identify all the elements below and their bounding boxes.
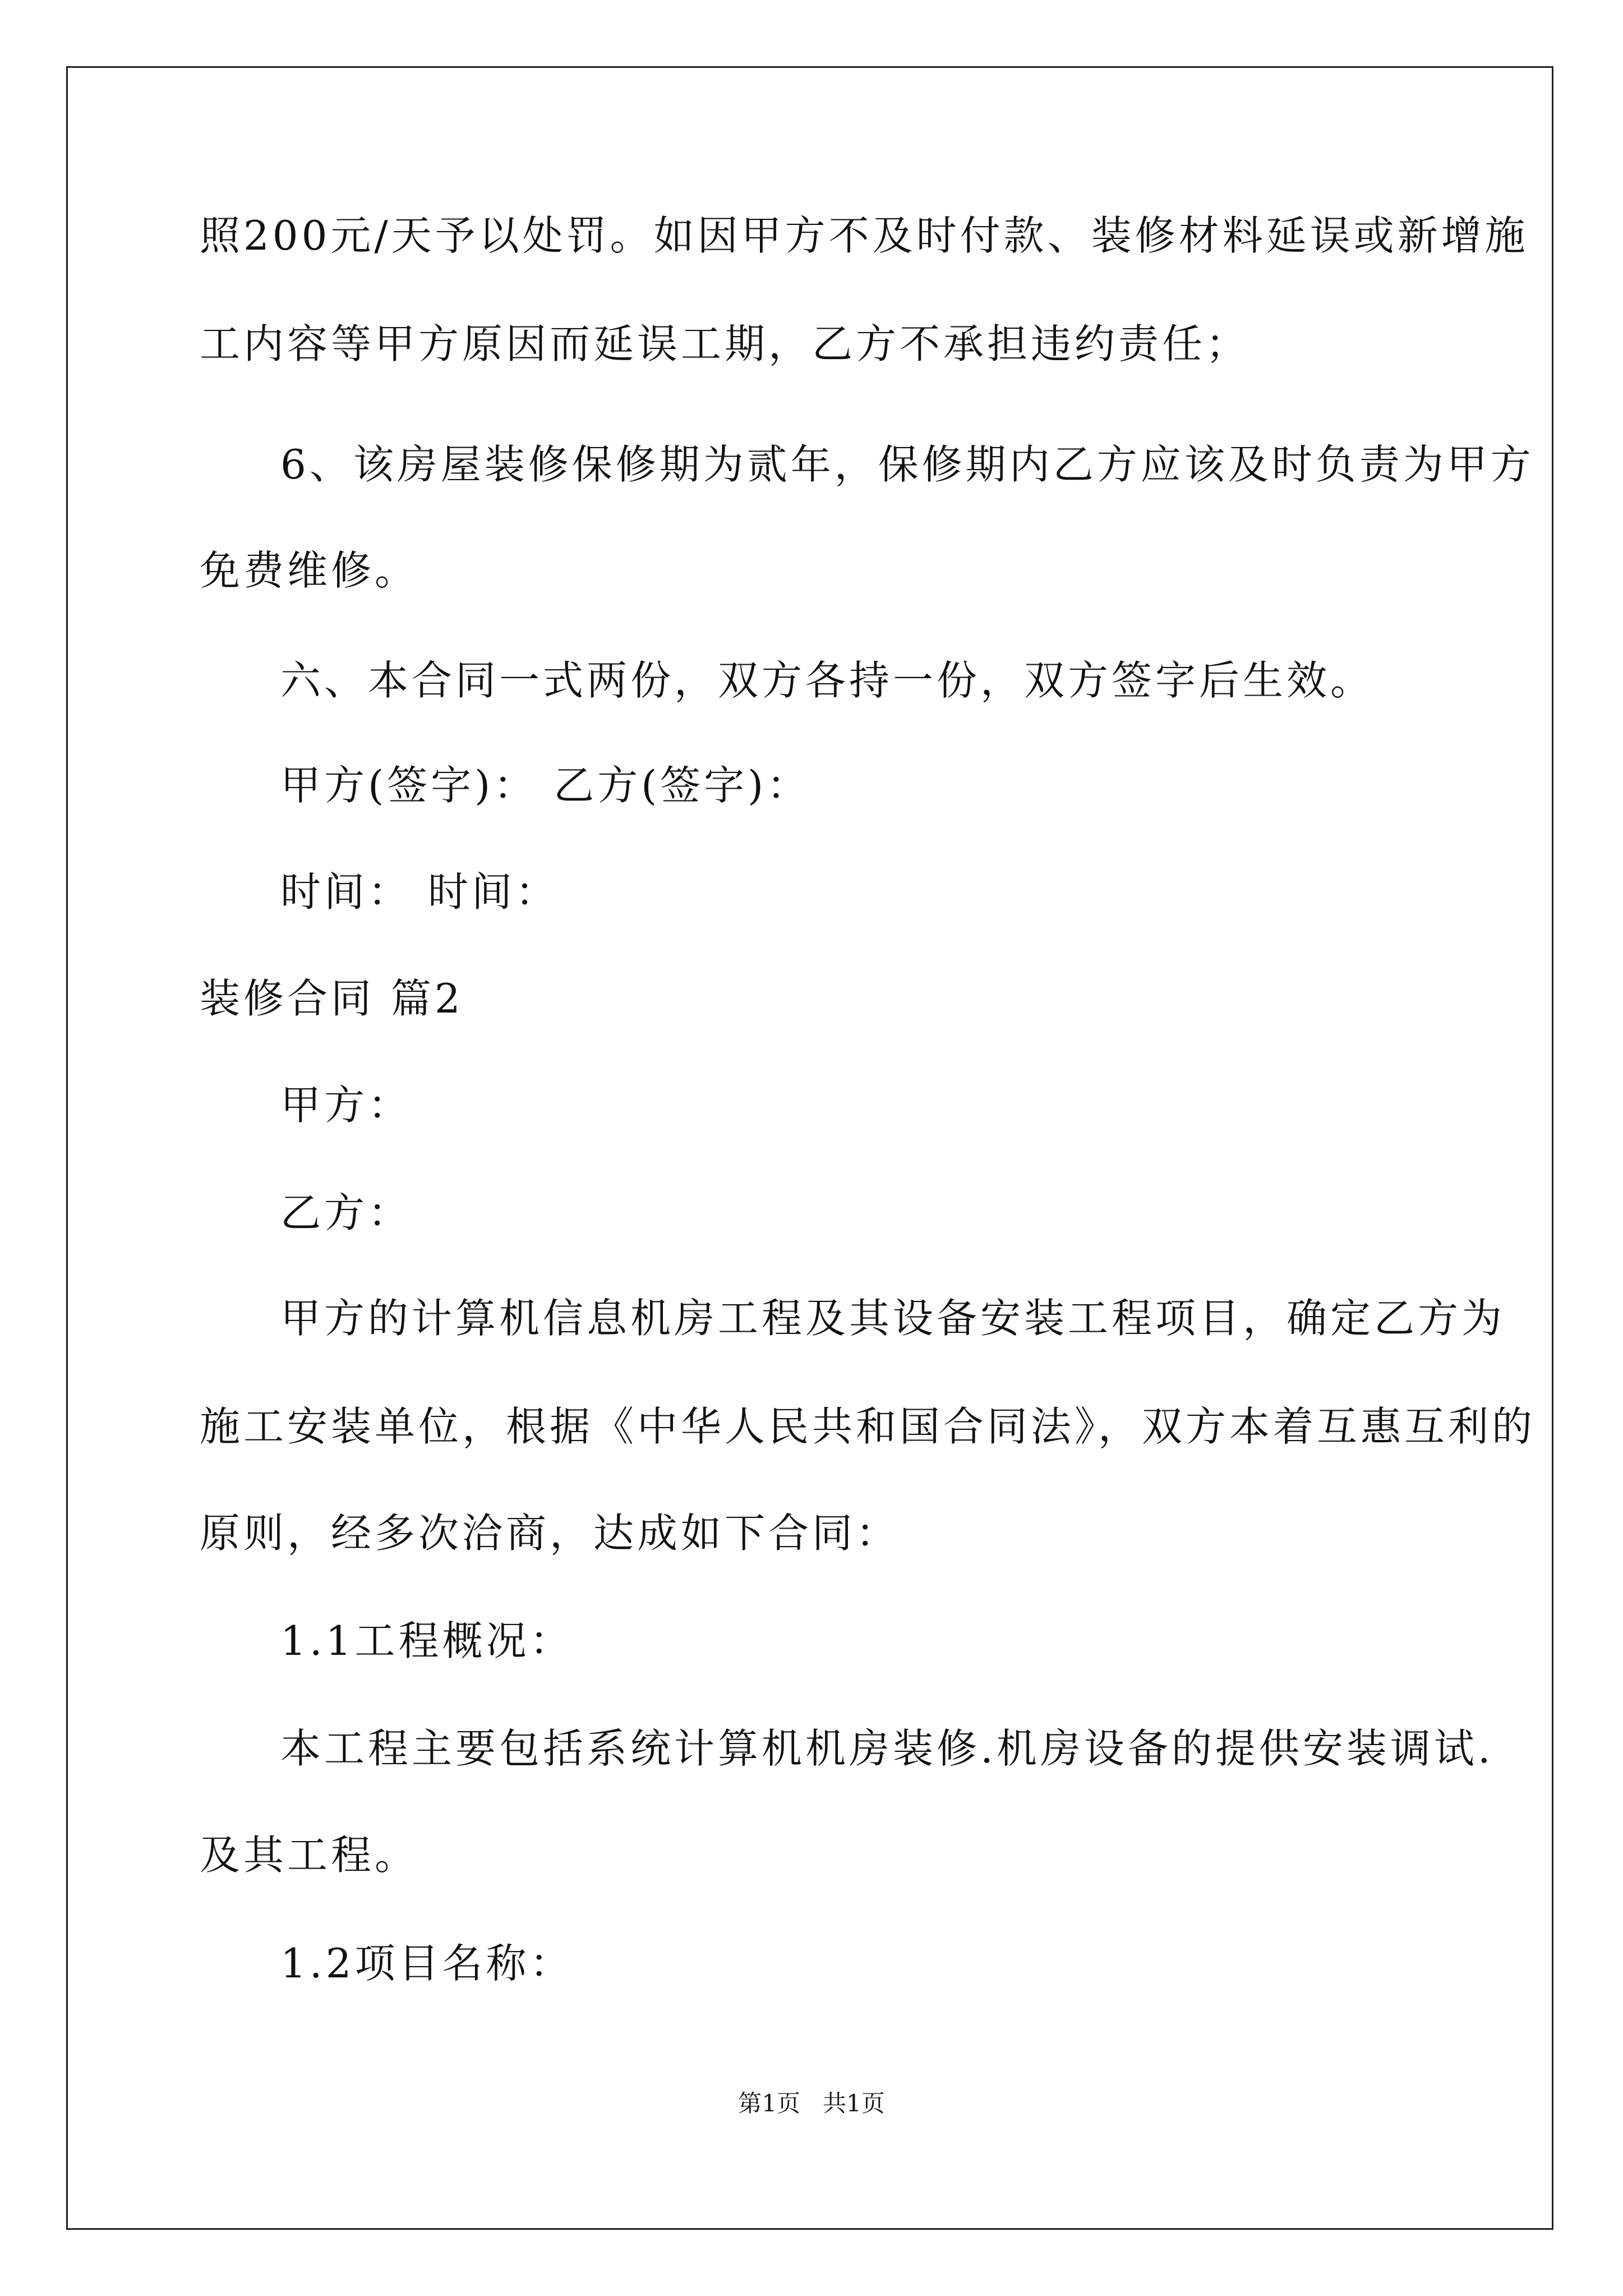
paragraph-line: 免费维修。 [200, 547, 419, 594]
paragraph-line: 照200元/天予以处罚。如因甲方不及时付款、装修材料延误或新增施 [200, 212, 1529, 259]
paragraph-line: 6、该房屋装修保修期为贰年，保修期内乙方应该及时负责为甲方 [280, 441, 1534, 488]
page-border [66, 66, 1553, 2230]
section-heading: 装修合同 篇2 [200, 975, 464, 1022]
paragraph-line: 施工安装单位，根据《中华人民共和国合同法》，双方本着互惠互利的 [200, 1403, 1536, 1450]
party-b-line: 乙方： [280, 1189, 412, 1236]
paragraph-line: 六、本合同一式两份，双方各持一份，双方签字后生效。 [280, 657, 1375, 704]
subsection-heading: 1.2项目名称： [280, 1940, 574, 1987]
party-a-line: 甲方： [280, 1082, 412, 1129]
paragraph-line: 甲方的计算机信息机房工程及其设备安装工程项目，确定乙方为 [280, 1295, 1506, 1342]
page-number-footer: 第1页 共1页 [738, 2090, 885, 2117]
paragraph-line: 本工程主要包括系统计算机机房装修.机房设备的提供安装调试. [280, 1725, 1494, 1772]
paragraph-line: 及其工程。 [200, 1832, 419, 1879]
subsection-heading: 1.1工程概况： [280, 1617, 574, 1664]
paragraph-line: 工内容等甲方原因而延误工期，乙方不承担违约责任； [200, 320, 1250, 367]
paragraph-line: 原则，经多次洽商，达成如下合同： [200, 1510, 900, 1557]
date-line: 时间： 时间： [280, 868, 559, 915]
signature-line: 甲方(签字)： 乙方(签字)： [280, 762, 811, 809]
